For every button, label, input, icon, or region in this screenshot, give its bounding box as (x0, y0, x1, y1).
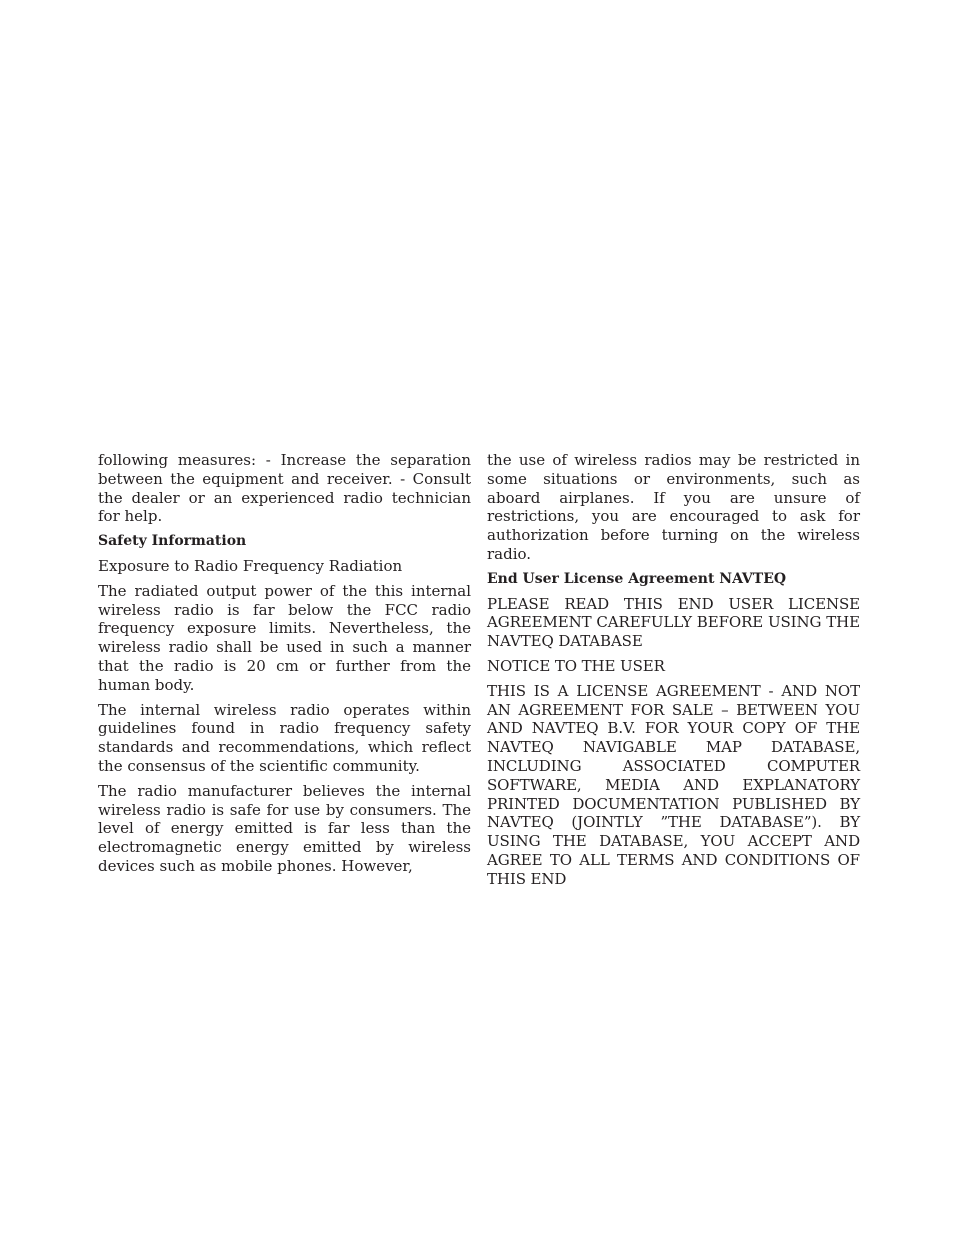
heading-safety-information: Safety Information (98, 533, 247, 550)
paragraph-license-agreement: THIS IS A LICENSE AGREEMENT - AND NOT AN AGREEMENT FOR SALE – BETWEEN YOU AND NAVTEQ B.V. FOR YOUR COPY OF THE NAVTEQ NAVIGABLE MAP DATABASE, INCLUDING ASSOCIATED COMPUTER SOFTWARE, MEDIA AND EXPLANATORY PRINTED DOCUMENTATION PUBLISHED BY NAVTEQ (JOINTLY ”THE DATABASE”). BY USING THE DATABASE, YOU ACCEPT AND AGREE TO ALL TERMS AND CONDITIONS OF THIS END (487, 681, 860, 888)
paragraph-guidelines: The internal wireless radio operates within guidelines found in radio frequency safety standards and recommendations, which reflect the consensus of the scientific community. (98, 700, 471, 775)
paragraph-exposure-title: Exposure to Radio Frequency Radiation (98, 556, 403, 575)
heading-eula-navteq: End User License Agreement NAVTEQ (487, 570, 787, 587)
left-column (98, 451, 471, 882)
paragraph-following-measures: following measures: - Increase the separation between the equipment and receiver. - Consult the dealer or an experienced radio technician for help. (98, 451, 471, 526)
paragraph-manufacturer-belief: The radio manufacturer believes the internal wireless radio is safe for use by consumers. The level of energy emitted is far less than the electromagnetic energy emitted by wireless devices such as mobile phones. However, (98, 781, 471, 875)
paragraph-radiated-output: The radiated output power of the this internal wireless radio is far below the FCC radio frequency exposure limits. Nevertheless, the wireless radio shall be used in such a manner that the radio is 20 cm or further from the human body. (98, 581, 471, 694)
paragraph-restrictions: the use of wireless radios may be restricted in some situations or environments, such as aboard airplanes. If you are unsure of restrictions, you are encouraged to ask for authorization before turning on the wireless radio. (487, 451, 860, 563)
paragraph-please-read: PLEASE READ THIS END USER LICENSE AGREEMENT CAREFULLY BEFORE USING THE NAVTEQ DATABASE (487, 594, 860, 651)
paragraph-notice-to-user: NOTICE TO THE USER (487, 656, 665, 675)
right-column (487, 451, 860, 895)
